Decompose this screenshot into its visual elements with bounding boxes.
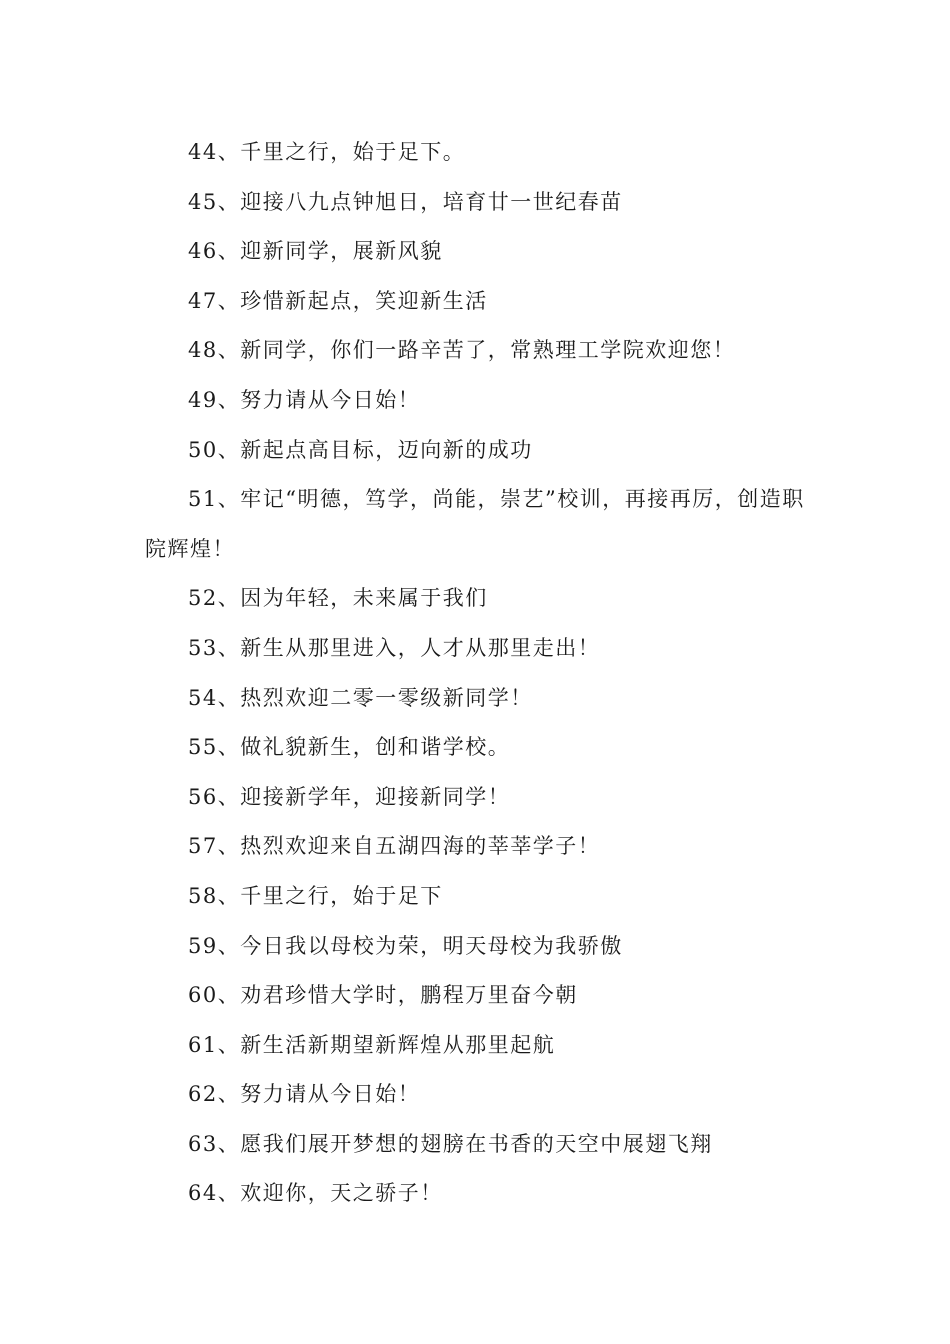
item-text: 珍惜新起点，笑迎新生活 (240, 288, 488, 313)
list-item (0, 971, 950, 1021)
list-item (0, 723, 950, 773)
item-number: 45 (188, 189, 218, 214)
item-separator: 、 (217, 437, 241, 462)
item-number: 48 (188, 338, 218, 363)
item-number: 61 (188, 1032, 218, 1057)
item-text: 因为年轻，未来属于我们 (240, 586, 488, 611)
slogan-list (0, 128, 950, 1219)
item-number: 57 (188, 834, 218, 859)
item-number: 55 (188, 735, 218, 760)
list-item (0, 674, 950, 724)
list-item (0, 574, 950, 624)
item-text: 新生活新期望新辉煌从那里起航 (240, 1032, 556, 1057)
item-text: 愿我们展开梦想的翅膀在书香的天空中展翅飞翔 (240, 1131, 713, 1156)
item-separator: 、 (217, 685, 241, 710)
list-item (0, 822, 950, 872)
item-text: 劝君珍惜大学时，鹏程万里奋今朝 (240, 983, 578, 1008)
item-separator: 、 (217, 586, 241, 611)
item-text: 迎接八九点钟旭日，培育廿一世纪春苗 (240, 189, 623, 214)
item-text: 做礼貌新生，创和谐学校。 (240, 735, 511, 760)
item-separator: 、 (217, 239, 241, 264)
item-separator: 、 (217, 189, 241, 214)
list-item (0, 922, 950, 972)
item-separator: 、 (217, 387, 241, 412)
item-number: 50 (188, 437, 218, 462)
list-item (0, 227, 950, 277)
item-separator: 、 (217, 338, 241, 363)
item-separator: 、 (217, 288, 241, 313)
item-number: 56 (188, 784, 218, 809)
item-number: 51 (188, 487, 218, 512)
item-separator: 、 (217, 883, 241, 908)
item-separator: 、 (217, 487, 241, 512)
item-text: 千里之行，始于足下 (240, 883, 443, 908)
item-text: 新起点高目标，迈向新的成功 (240, 437, 533, 462)
item-number: 59 (188, 933, 218, 958)
list-item (0, 1070, 950, 1120)
item-text: 努力请从今日始！ (240, 387, 421, 412)
list-item (0, 872, 950, 922)
item-text: 迎新同学，展新风貌 (240, 239, 443, 264)
item-separator: 、 (217, 735, 241, 760)
list-item (0, 376, 950, 426)
item-separator: 、 (217, 1032, 241, 1057)
item-separator: 、 (217, 140, 241, 164)
item-separator: 、 (217, 834, 241, 859)
item-separator: 、 (217, 933, 241, 958)
item-number: 54 (188, 685, 218, 710)
item-text: 新同学，你们一路辛苦了，常熟理工学院欢迎您！ (240, 338, 736, 363)
item-number: 58 (188, 883, 218, 908)
list-item (0, 1021, 950, 1071)
item-separator: 、 (217, 983, 241, 1008)
item-text: 欢迎你，天之骄子！ (240, 1181, 443, 1206)
item-number: 63 (188, 1131, 218, 1156)
list-item (0, 178, 950, 228)
item-separator: 、 (217, 635, 241, 660)
item-number: 49 (188, 387, 218, 412)
list-item (0, 326, 950, 376)
item-separator: 、 (217, 784, 241, 809)
item-text: 牢记“明德，笃学，尚能，崇艺”校训，再接再厉，创造职院辉煌！ (145, 487, 805, 561)
item-number: 44 (188, 140, 218, 164)
item-text: 新生从那里进入，人才从那里走出！ (240, 635, 601, 660)
list-item (0, 1120, 950, 1170)
list-item (0, 128, 950, 178)
list-item (0, 475, 950, 574)
item-number: 62 (188, 1082, 218, 1107)
list-item (0, 277, 950, 327)
item-separator: 、 (217, 1181, 241, 1206)
list-item (0, 773, 950, 823)
item-separator: 、 (217, 1131, 241, 1156)
item-number: 53 (188, 635, 218, 660)
item-text: 千里之行，始于足下。 (240, 140, 466, 164)
item-number: 46 (188, 239, 218, 264)
item-number: 52 (188, 586, 218, 611)
item-text: 努力请从今日始！ (240, 1082, 421, 1107)
item-text: 今日我以母校为荣，明天母校为我骄傲 (240, 933, 623, 958)
list-item (0, 426, 950, 476)
item-text: 热烈欢迎二零一零级新同学！ (240, 685, 533, 710)
item-number: 47 (188, 288, 218, 313)
item-text: 迎接新学年，迎接新同学！ (240, 784, 511, 809)
item-number: 64 (188, 1181, 218, 1206)
list-item (0, 1169, 950, 1219)
item-separator: 、 (217, 1082, 241, 1107)
list-item (0, 624, 950, 674)
item-number: 60 (188, 983, 218, 1008)
item-text: 热烈欢迎来自五湖四海的莘莘学子！ (240, 834, 601, 859)
